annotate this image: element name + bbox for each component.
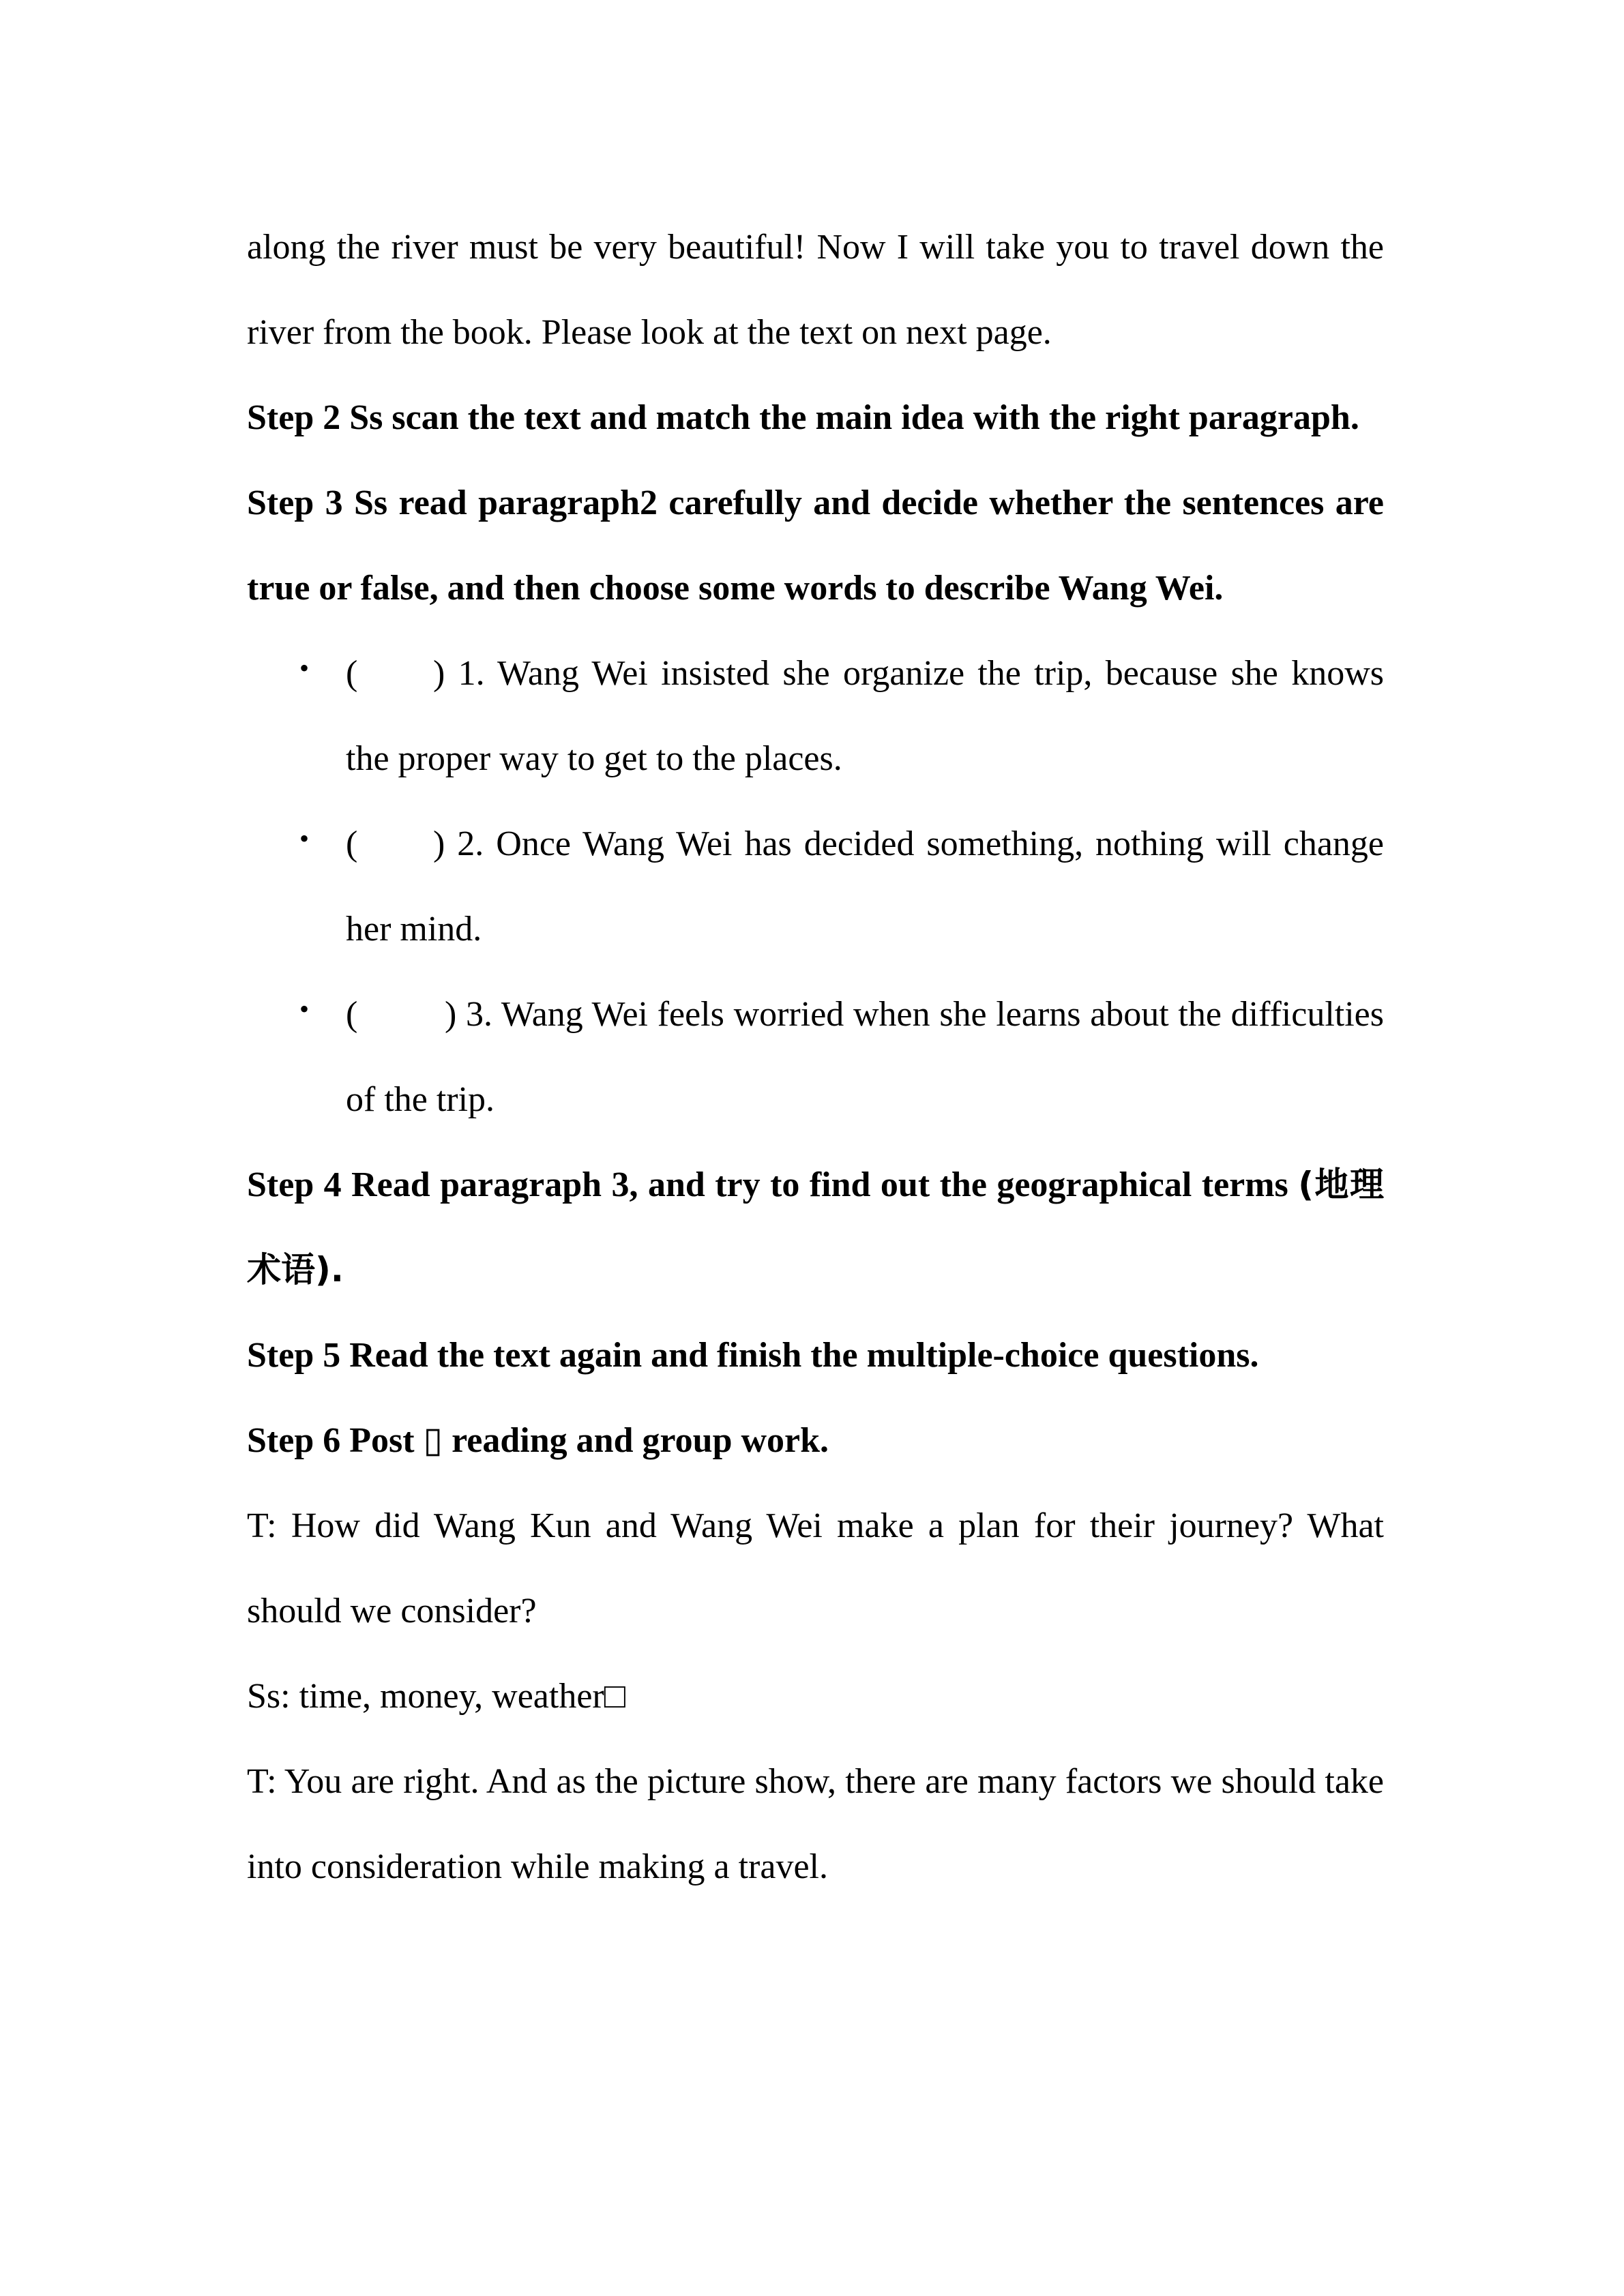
answer-blank-open: ( <box>346 824 358 863</box>
list-item <box>247 801 1384 972</box>
bullet-icon: • <box>299 653 310 683</box>
step-4-chinese-note: (地理术语). <box>247 1165 1384 1289</box>
item-text: Wang Wei insisted she organize the trip, because she knows the proper way to get to the places. <box>346 654 1384 778</box>
step-3-heading: Step 3 Ss read paragraph2 carefully and decide whether the sentences are true or false, and then choose some words to describe Wang Wei. <box>247 483 1384 608</box>
bullet-icon: • <box>299 823 310 854</box>
item-number: ) 3. <box>445 995 493 1034</box>
intro-paragraph: along the river must be very beautiful! Now I will take you to travel down the river from the book. Please look at the text on next page. <box>247 228 1384 352</box>
item-number: ) 2. <box>433 824 484 863</box>
bullet-icon: • <box>299 994 310 1024</box>
item-text: Wang Wei feels worried when she learns about the difficulties of the trip. <box>346 995 1384 1119</box>
document-body <box>247 205 1384 1909</box>
list-item <box>247 972 1384 1142</box>
step-4-text: Step 4 Read paragraph 3, and try to find out the geographical terms <box>247 1165 1288 1204</box>
teacher-response: T: You are right. And as the picture show, there are many factors we should take into consideration while making a travel. <box>247 1762 1384 1886</box>
students-answer: Ss: time, money, weather□ <box>247 1677 626 1716</box>
step-2-heading: Step 2 Ss scan the text and match the main idea with the right paragraph. <box>247 398 1359 437</box>
step-6-heading: Step 6 Post ▯ reading and group work. <box>247 1421 829 1460</box>
step-5-heading: Step 5 Read the text again and finish the multiple-choice questions. <box>247 1336 1259 1375</box>
answer-blank-open: ( <box>346 654 358 693</box>
item-number: ) 1. <box>433 654 485 693</box>
list-item <box>247 631 1384 801</box>
answer-blank-open: ( <box>346 995 358 1034</box>
true-false-list <box>247 631 1384 1142</box>
item-text: Once Wang Wei has decided something, nothing will change her mind. <box>346 824 1385 949</box>
step-4-heading <box>247 1142 1384 1313</box>
teacher-question: T: How did Wang Kun and Wang Wei make a plan for their journey? What should we consider? <box>247 1506 1384 1630</box>
